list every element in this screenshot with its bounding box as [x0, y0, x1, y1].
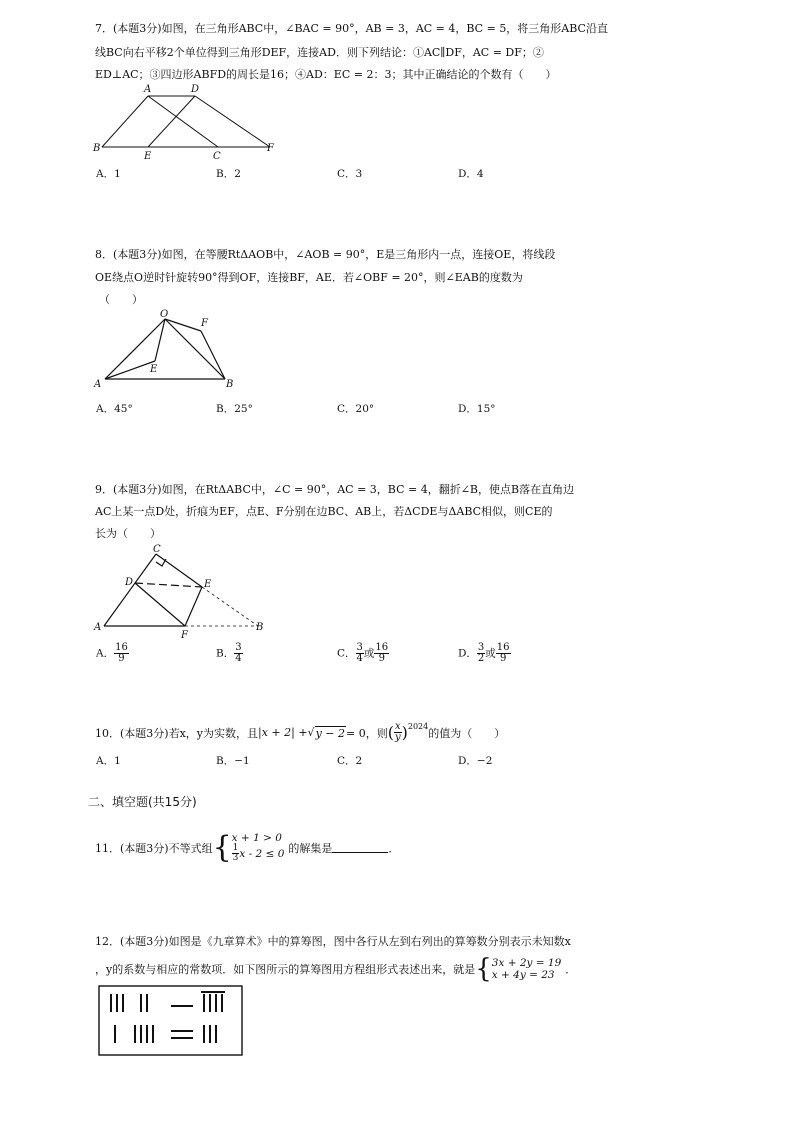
- q8-figure: [90, 306, 240, 392]
- q11-prefix: 11．(本题3分)不等式组: [95, 841, 213, 855]
- q8-text-line1: 8．(本题3分)如图，在等腰RtΔAOB中，∠AOB = 90°，E是三角形内一点，连接OE，将线段: [95, 248, 556, 261]
- q10-eq: = 0，则: [346, 726, 388, 740]
- q11-brace: {: [212, 829, 232, 865]
- q9-line-df: [135, 583, 185, 626]
- q12-end: ．: [565, 963, 577, 976]
- q11-suffix: 的解集是: [288, 841, 333, 855]
- q8-option-a[interactable]: A．45°: [96, 403, 133, 415]
- q12-eq2: x + 4y = 23: [491, 969, 555, 981]
- fraction-denominator: 9: [378, 653, 385, 664]
- q9-line-eb-dotted: [202, 587, 258, 626]
- q9-line-ef: [185, 587, 202, 626]
- fraction-numerator: 3: [235, 642, 242, 653]
- option-letter: C．: [337, 647, 356, 660]
- q8-line-fb: [201, 331, 225, 379]
- q11-row2-rest: x - 2 ≤ 0: [239, 847, 285, 860]
- q9-text-line1: 9．(本题3分)如图，在RtΔABC中，∠C = 90°，AC = 3，BC = 4，翻折∠B，使点B落在直角边: [95, 483, 575, 496]
- q11-fraction: [232, 844, 240, 863]
- q7-line-de: [148, 96, 195, 147]
- q7-label-b: B: [93, 143, 101, 154]
- q12-text-line1: 12．(本题3分)如图是《九章算术》中的算筹图，图中各行从左到右列出的算筹数分别表示未知数x: [95, 935, 571, 948]
- q7-option-d[interactable]: D．4: [458, 168, 484, 180]
- q12-line2-text: ，y的系数与相应的常数项．如下图所示的算筹图用方程组形式表述出来，就是: [95, 963, 476, 976]
- counting-rods-figure: [98, 985, 244, 1057]
- q12-text-line2: [95, 956, 576, 982]
- q8-label-a: A: [94, 379, 102, 390]
- q10-fraction: [394, 722, 402, 743]
- q9-label-b: B: [256, 622, 264, 633]
- q10-sqrt-symbol: √: [307, 726, 315, 739]
- q9-text-line2: AC上某一点D处，折痕为EF，点E、F分别在边BC、AB上，若ΔCDE与ΔABC相似，则CE的: [95, 505, 553, 518]
- fraction-numerator: 3: [477, 642, 485, 653]
- q10-option-d[interactable]: D．−2: [458, 755, 493, 767]
- q11-end: ．: [388, 841, 400, 855]
- q10-paren-right: ): [401, 723, 408, 742]
- option-fraction: [356, 643, 364, 664]
- q8-line-oe: [155, 319, 165, 361]
- q10-option-a[interactable]: A．1: [96, 755, 121, 767]
- q8-line-ae: [105, 361, 155, 379]
- q7-label-a: A: [144, 84, 152, 95]
- q11-system: [232, 832, 285, 863]
- q8-label-o: O: [160, 309, 169, 320]
- fraction-numerator: 16: [496, 642, 510, 653]
- fraction-numerator: 16: [375, 642, 389, 653]
- option-letter: D．: [458, 647, 477, 660]
- q9-figure: [90, 540, 270, 638]
- option-join: 或: [363, 647, 375, 660]
- q7-figure: [90, 80, 280, 162]
- q7-label-c: C: [213, 151, 221, 162]
- q9-option-c[interactable]: [337, 643, 389, 664]
- option-join: 或: [485, 647, 496, 660]
- q11-frac-n: 1: [232, 843, 239, 853]
- fraction-numerator: 16: [115, 642, 128, 653]
- fraction-denominator: 4: [356, 653, 363, 664]
- q8-option-d[interactable]: D．15°: [458, 403, 496, 415]
- q10-text: [95, 722, 505, 743]
- q9-text-line3: 长为（ ）: [95, 527, 161, 540]
- q10-suffix: 的值为（ ）: [428, 726, 506, 740]
- q8-option-b[interactable]: B．25°: [216, 403, 253, 415]
- q7-option-c[interactable]: C．3: [337, 168, 363, 180]
- q8-option-c[interactable]: C．20°: [337, 403, 375, 415]
- q10-option-b[interactable]: B．−1: [216, 755, 250, 767]
- q7-text-line2: 线BC向右平移2个单位得到三角形DEF，连接AD．则下列结论：①AC∥DF，AC = DF；②: [95, 46, 544, 59]
- q7-label-d: D: [191, 84, 200, 95]
- q11-frac-d: 3: [232, 853, 239, 863]
- q11-row2: [232, 844, 285, 863]
- q12-system: [492, 957, 562, 981]
- q8-line-ob: [165, 319, 225, 379]
- q10-prefix: 10．(本题3分)若x，y为实数，且: [95, 726, 258, 740]
- option-fraction: [374, 643, 389, 664]
- option-letter: A．: [96, 647, 115, 660]
- q9-line-de-dashed: [135, 583, 202, 587]
- q7-text-line1: 7．(本题3分)如图，在三角形ABC中，∠BAC = 90°，AB = 3，AC = 4，BC = 5，将三角形ABC沿直: [95, 22, 608, 35]
- q11-text: [95, 829, 400, 865]
- q7-option-b[interactable]: B．2: [216, 168, 241, 180]
- q7-label-f: F: [267, 143, 274, 154]
- q10-option-c[interactable]: C．2: [337, 755, 363, 767]
- fraction-denominator: 4: [235, 653, 242, 664]
- q10-exponent: 2024: [407, 722, 429, 731]
- option-fraction: [114, 643, 129, 664]
- fraction-numerator: 3: [356, 642, 363, 653]
- q11-row1: x + 1 > 0: [231, 832, 282, 844]
- q7-line-ac: [148, 96, 218, 147]
- q9-label-a: A: [94, 622, 102, 633]
- counting-rods-frame: [99, 986, 242, 1055]
- option-fraction: [234, 643, 242, 664]
- q9-label-e: E: [204, 579, 212, 590]
- q9-label-f: F: [181, 630, 188, 638]
- q7-label-e: E: [144, 151, 152, 162]
- q12-eq1: 3x + 2y = 19: [491, 956, 562, 969]
- q9-option-d[interactable]: [458, 643, 511, 664]
- q8-label-b: B: [226, 379, 234, 390]
- q9-option-b[interactable]: [216, 643, 243, 664]
- fraction-denominator: 2: [477, 653, 485, 664]
- q8-text-line3: （ ）: [99, 293, 143, 306]
- q9-label-d: D: [125, 577, 134, 588]
- q8-text-line2: OE绕点O逆时针旋转90°得到OF，连接BF，AE．若∠OBF = 20°，则∠EAB的度数为: [95, 271, 523, 284]
- q9-line-ac: [104, 554, 156, 626]
- q10-denominator: y: [394, 732, 401, 743]
- q10-paren-left: (: [387, 723, 394, 742]
- q10-sqrt-expr: y − 2: [315, 726, 345, 740]
- q9-option-a[interactable]: [96, 643, 129, 664]
- q7-text-line3: ED⊥AC；③四边形ABFD的周长是16；④AD：EC = 2：3；其中正确结论的个数有（ ）: [95, 68, 557, 81]
- q10-abs-expr: |x + 2| +: [258, 726, 308, 739]
- q11-answer-blank[interactable]: [332, 842, 388, 853]
- fraction-denominator: 9: [499, 653, 507, 664]
- q10-numerator: x: [394, 721, 401, 732]
- option-fraction: [496, 643, 511, 664]
- q8-label-e: E: [150, 364, 158, 375]
- section-title: 二、填空题(共15分): [88, 795, 197, 809]
- q7-option-a[interactable]: A．1: [96, 168, 121, 180]
- q9-label-c: C: [153, 544, 161, 555]
- option-letter: B．: [216, 647, 235, 660]
- q9-line-ce: [156, 554, 202, 587]
- q8-label-f: F: [201, 318, 208, 329]
- fraction-denominator: 9: [118, 653, 125, 664]
- q7-line-df: [195, 96, 270, 147]
- q7-line-ab: [102, 96, 148, 147]
- q12-brace: {: [475, 954, 492, 984]
